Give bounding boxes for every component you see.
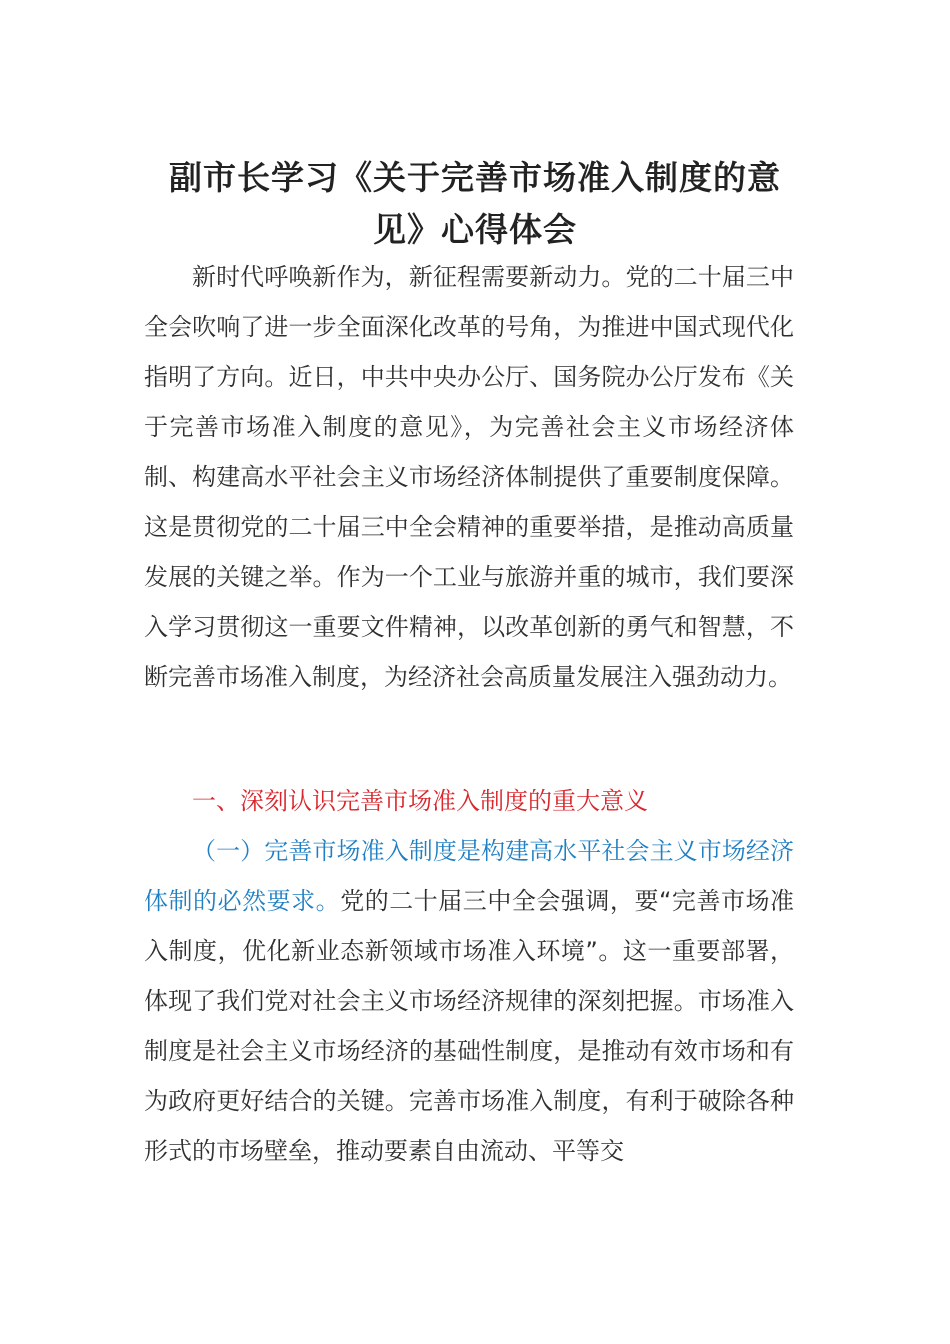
subsection-body-1: 党的二十届三中全会强调，要“完善市场准入制度，优化新业态新领域市场准入环境”。这一重要部署，体现了我们党对社会主义市场经济规律的深刻把握。市场准入制度是社会主义市场经济的基础性制度，是推动有效市场和有为政府更好结合的关键。完善市场准入制度，有利于破除各种形式的市场壁垒，推动要素自由流动、平等交 (144, 887, 795, 1165)
section-heading-1: 一、深刻认识完善市场准入制度的重大意义 (192, 787, 648, 815)
intro-paragraph: 新时代呼唤新作为，新征程需要新动力。党的二十届三中全会吹响了进一步全面深化改革的号角，为推进中国式现代化指明了方向。近日，中共中央办公厅、国务院办公厅发布《关于完善市场准入制度的意见》，为完善社会主义市场经济体制、构建高水平社会主义市场经济体制提供了重要制度保障。这是贯彻党的二十届三中全会精神的重要举措，是推动高质量发展的关键之举。作为一个工业与旅游并重的城市，我们要深入学习贯彻这一重要文件精神，以改革创新的勇气和智慧，不断完善市场准入制度，为经济社会高质量发展注入强劲动力。 (144, 263, 794, 691)
document-title: 副市长学习《关于完善市场准入制度的意见》心得体会 (169, 158, 781, 249)
subsection-heading-1: （一）完善市场准入制度是构建高水平社会主义市场经济体制的必然要求。 (144, 837, 794, 915)
subsection-paragraph-1 (144, 826, 794, 1176)
